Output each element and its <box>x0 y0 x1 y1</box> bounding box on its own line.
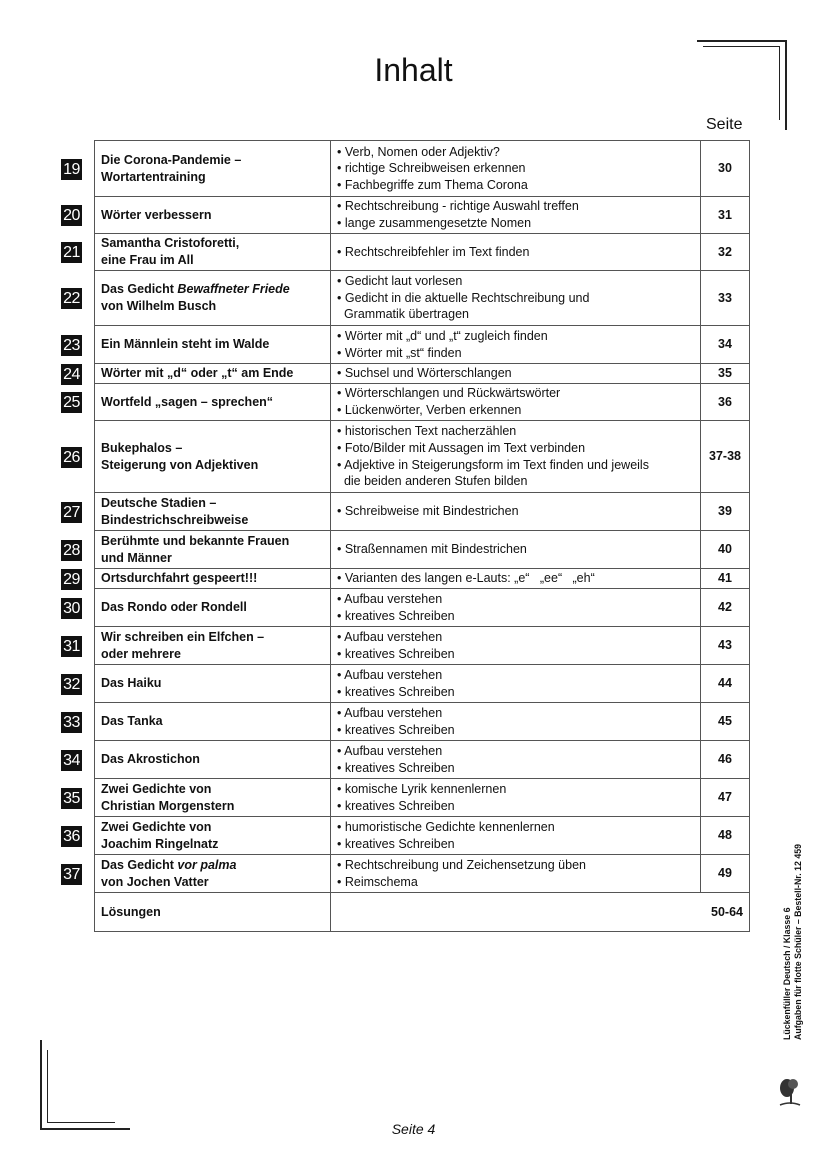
toc-row <box>95 384 750 421</box>
toc-row <box>95 569 750 589</box>
toc-page-number: 47 <box>701 779 750 817</box>
toc-topic-line: Das Gedicht Bewaffneter Friede <box>101 282 290 297</box>
toc-row <box>95 779 750 817</box>
toc-page-number: 35 <box>701 364 750 384</box>
toc-description <box>331 493 701 531</box>
toc-topic <box>95 493 331 531</box>
toc-topic <box>95 665 331 703</box>
toc-row <box>95 364 750 384</box>
toc-topic-line: Die Corona-Pandemie – <box>101 152 242 167</box>
toc-page-number: 43 <box>701 627 750 665</box>
page-title: Inhalt <box>374 52 453 88</box>
toc-topic-line: Deutsche Stadien – <box>101 495 217 510</box>
toc-page-number: 30 <box>701 141 750 197</box>
toc-description <box>331 665 701 703</box>
toc-topic-line: oder mehrere <box>101 646 181 661</box>
toc-description <box>331 141 701 197</box>
chapter-number-badge: 29 <box>61 569 82 590</box>
toc-page-number: 32 <box>701 234 750 271</box>
chapter-number-badge: 27 <box>61 502 82 523</box>
chapter-number-badge: 24 <box>61 364 82 385</box>
sidebar-order-number: Aufgaben für flotte Schüler – Bestell-Nr. 12 459 <box>793 843 803 1040</box>
toc-topic <box>95 531 331 569</box>
toc-topic <box>95 364 331 384</box>
toc-row <box>95 855 750 893</box>
toc-description <box>331 703 701 741</box>
toc-description-line: • Fachbegriffe zum Thema Corona <box>337 177 528 192</box>
chapter-number-badge: 34 <box>61 750 82 771</box>
toc-row <box>95 741 750 779</box>
publisher-logo-icon <box>778 1074 802 1108</box>
toc-page-number: 44 <box>701 665 750 703</box>
chapter-number-badge: 21 <box>61 242 82 263</box>
toc-description <box>331 531 701 569</box>
toc-description-line: • kreatives Schreiben <box>337 760 455 775</box>
toc-topic <box>95 703 331 741</box>
toc-description-line: • Straßennamen mit Bindestrichen <box>337 542 527 557</box>
toc-description-line: • Adjektive in Steigerungsform im Text finden und jeweils <box>337 457 649 472</box>
toc-description-line: • Aufbau verstehen <box>337 629 443 644</box>
chapter-number-badge: 26 <box>61 447 82 468</box>
toc-description <box>331 855 701 893</box>
toc-topic-line: Das Haiku <box>101 676 162 691</box>
toc-topic-line: Joachim Ringelnatz <box>101 836 219 851</box>
toc-description-line: • Gedicht in die aktuelle Rechtschreibung und <box>337 290 590 305</box>
toc-topic-line: von Wilhelm Busch <box>101 299 217 313</box>
page-footer: Seite 4 <box>391 1121 436 1137</box>
toc-description-line: • Aufbau verstehen <box>337 705 443 720</box>
toc-description-line: • Wörter mit „d“ und „t“ zugleich finden <box>337 328 548 343</box>
toc-topic-line: Wörter mit „d“ oder „t“ am Ende <box>101 366 294 381</box>
table-of-contents <box>94 140 750 932</box>
toc-row <box>95 141 750 197</box>
toc-description <box>331 741 701 779</box>
toc-description-line: • humoristische Gedichte kennenlernen <box>337 819 555 834</box>
toc-topic <box>95 817 331 855</box>
toc-page-number: 41 <box>701 569 750 589</box>
toc-row <box>95 531 750 569</box>
toc-topic-line: Zwei Gedichte von <box>101 819 212 834</box>
toc-row <box>95 589 750 627</box>
toc-topic-line: Wörter verbessern <box>101 207 212 222</box>
toc-description-line: • Rechtschreibung und Zeichensetzung üben <box>337 857 586 872</box>
toc-topic-line: Wortfeld „sagen – sprechen“ <box>101 394 274 409</box>
chapter-number-badge: 36 <box>61 826 82 847</box>
solutions-label: Lösungen <box>95 893 331 932</box>
toc-topic-line: Wortartentraining <box>101 169 206 184</box>
toc-topic <box>95 421 331 493</box>
toc-description <box>331 779 701 817</box>
toc-topic <box>95 271 331 326</box>
toc-topic-line: Bindestrichschreibweise <box>101 512 249 527</box>
toc-row <box>95 234 750 271</box>
toc-topic-line: Christian Morgenstern <box>101 798 235 813</box>
toc-description-line: • Rechtschreibung - richtige Auswahl treffen <box>337 199 579 214</box>
toc-topic-line: Das Tanka <box>101 714 163 729</box>
toc-topic-line: Steigerung von Adjektiven <box>101 457 259 472</box>
toc-description <box>331 326 701 364</box>
toc-description-line: • Suchsel und Wörterschlangen <box>337 366 512 381</box>
toc-row <box>95 271 750 326</box>
toc-topic <box>95 855 331 893</box>
toc-row <box>95 665 750 703</box>
toc-row <box>95 197 750 234</box>
toc-description <box>331 421 701 493</box>
toc-row <box>95 326 750 364</box>
toc-page-number: 36 <box>701 384 750 421</box>
toc-description-line: • Reimschema <box>337 874 418 889</box>
toc-topic-line: eine Frau im All <box>101 253 194 267</box>
toc-description-line: • Rechtschreibfehler im Text finden <box>337 244 530 259</box>
toc-topic-line: von Jochen Vatter <box>101 874 209 889</box>
chapter-number-badge: 31 <box>61 636 82 657</box>
toc-row <box>95 493 750 531</box>
toc-page-number: 48 <box>701 817 750 855</box>
toc-row <box>95 627 750 665</box>
toc-description-line: Grammatik übertragen <box>337 307 469 322</box>
toc-page-number: 31 <box>701 197 750 234</box>
toc-topic-line: Zwei Gedichte von <box>101 781 212 796</box>
toc-topic <box>95 141 331 197</box>
toc-page-number: 45 <box>701 703 750 741</box>
chapter-number-badge: 30 <box>61 598 82 619</box>
toc-row <box>95 421 750 493</box>
toc-description <box>331 627 701 665</box>
toc-description-line: • lange zusammengesetzte Nomen <box>337 216 532 230</box>
toc-description-line: • Verb, Nomen oder Adjektiv? <box>337 144 500 159</box>
chapter-number-badge: 22 <box>61 288 82 309</box>
toc-page-number: 37-38 <box>701 421 750 493</box>
chapter-number-badge: 37 <box>61 864 82 885</box>
toc-row <box>95 703 750 741</box>
toc-topic-line: Berühmte und bekannte Frauen <box>101 533 290 548</box>
toc-description <box>331 817 701 855</box>
toc-description <box>331 364 701 384</box>
toc-topic <box>95 779 331 817</box>
toc-topic-line: Ein Männlein steht im Walde <box>101 337 270 352</box>
toc-description <box>331 234 701 271</box>
toc-page-number: 34 <box>701 326 750 364</box>
toc-topic <box>95 234 331 271</box>
toc-topic-line: und Männer <box>101 550 172 565</box>
chapter-number-badge: 35 <box>61 788 82 809</box>
toc-page-number: 39 <box>701 493 750 531</box>
toc-description-line: • kreatives Schreiben <box>337 836 455 851</box>
toc-topic-line: Das Akrostichon <box>101 752 200 767</box>
page-column-label: Seite <box>706 116 743 133</box>
toc-description-line: • Aufbau verstehen <box>337 591 443 606</box>
toc-description-line: • Gedicht laut vorlesen <box>337 274 463 289</box>
chapter-number-badge: 20 <box>61 205 82 226</box>
toc-topic-line: Ortsdurchfahrt gespeert!!! <box>101 571 258 586</box>
chapter-number-badge: 19 <box>61 159 82 180</box>
toc-page-number: 49 <box>701 855 750 893</box>
toc-page-number: 46 <box>701 741 750 779</box>
toc-topic-line: Bukephalos – <box>101 440 183 455</box>
chapter-number-badge: 33 <box>61 712 82 733</box>
toc-description-line: • Wörter mit „st“ finden <box>337 345 462 360</box>
toc-description-line: • kreatives Schreiben <box>337 646 455 661</box>
toc-description <box>331 569 701 589</box>
toc-row <box>95 817 750 855</box>
toc-topic <box>95 627 331 665</box>
chapter-number-badge: 23 <box>61 335 82 356</box>
toc-row-solutions <box>95 893 750 932</box>
toc-topic <box>95 384 331 421</box>
toc-page-number: 40 <box>701 531 750 569</box>
toc-description-line: • Foto/Bilder mit Aussagen im Text verbinden <box>337 440 586 455</box>
toc-description-line: • kreatives Schreiben <box>337 722 455 737</box>
chapter-number-badge: 28 <box>61 540 82 561</box>
chapter-number-badge: 25 <box>61 392 82 413</box>
toc-topic <box>95 197 331 234</box>
toc-topic <box>95 589 331 627</box>
sidebar-title: Lückenfüller Deutsch / Klasse 6 <box>782 907 792 1040</box>
toc-description-line: • historischen Text nacherzählen <box>337 424 517 439</box>
chapter-number-badge: 32 <box>61 674 82 695</box>
toc-description-line: die beiden anderen Stufen bilden <box>337 474 528 489</box>
toc-description <box>331 589 701 627</box>
toc-description-line: • Varianten des langen e-Lauts: „e“ „ee“ „eh“ <box>337 571 595 586</box>
toc-topic-line: Wir schreiben ein Elfchen – <box>101 629 265 644</box>
toc-description-line: • richtige Schreibweisen erkennen <box>337 161 526 176</box>
toc-description-line: • Aufbau verstehen <box>337 667 443 682</box>
toc-description-line: • Lückenwörter, Verben erkennen <box>337 403 522 417</box>
toc-topic-line: Das Gedicht vor palma <box>101 857 237 872</box>
toc-description-line: • kreatives Schreiben <box>337 608 455 623</box>
toc-description <box>331 271 701 326</box>
toc-description-line: • Wörterschlangen und Rückwärtswörter <box>337 386 561 401</box>
solutions-page-number: 50-64 <box>331 893 750 932</box>
toc-topic-line: Das Rondo oder Rondell <box>101 600 247 615</box>
toc-topic <box>95 326 331 364</box>
toc-description-line: • Aufbau verstehen <box>337 743 443 758</box>
toc-description-line: • Schreibweise mit Bindestrichen <box>337 504 519 519</box>
toc-description-line: • kreatives Schreiben <box>337 684 455 699</box>
toc-description-line: • komische Lyrik kennenlernen <box>337 781 507 796</box>
toc-description-line: • kreatives Schreiben <box>337 798 455 813</box>
toc-description <box>331 197 701 234</box>
toc-page-number: 42 <box>701 589 750 627</box>
toc-page-number: 33 <box>701 271 750 326</box>
toc-description <box>331 384 701 421</box>
toc-topic <box>95 741 331 779</box>
toc-topic <box>95 569 331 589</box>
toc-topic-line: Samantha Cristoforetti, <box>101 236 240 251</box>
